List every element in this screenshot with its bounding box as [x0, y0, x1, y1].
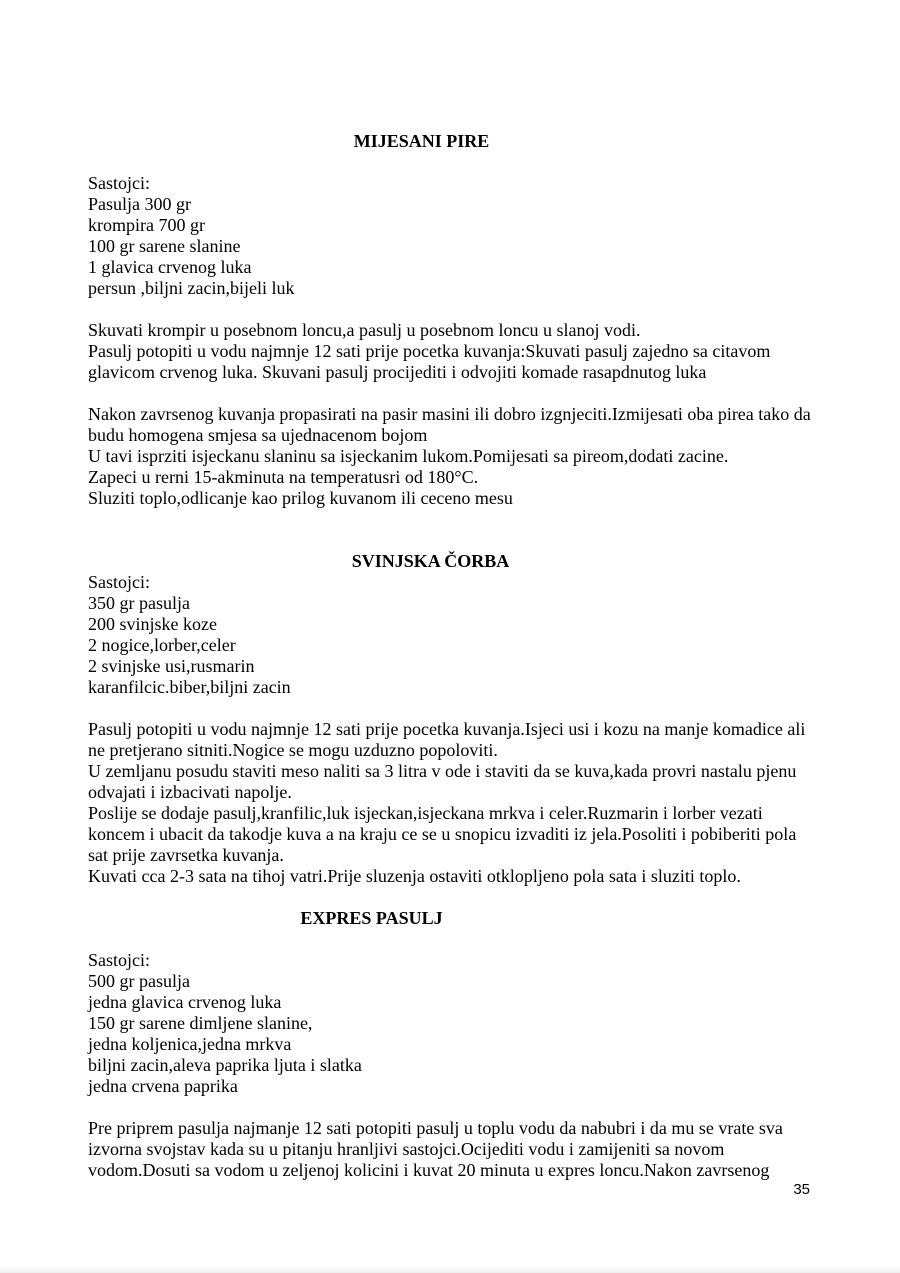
page-bottom-edge [0, 1265, 900, 1273]
ingredient-item: karanfilcic.biber,biljni zacin [88, 677, 291, 697]
ingredient-item: jedna glavica crvenog luka [88, 992, 282, 1012]
blank-line [88, 698, 815, 719]
instruction-paragraph [88, 719, 815, 887]
ingredient-item: persun ,biljni zacin,bijeli luk [88, 278, 295, 298]
section-gap [88, 887, 815, 908]
page-number: 35 [793, 1181, 810, 1198]
instruction-paragraph [88, 404, 815, 509]
ingredient-item: jedna crvena paprika [88, 1076, 238, 1096]
ingredient-item: krompira 700 gr [88, 215, 205, 235]
instruction-line: Zapeci u rerni 15-akminuta na temperatusri od 180°C. [88, 467, 479, 487]
recipe-section-mijesani-pire [88, 131, 815, 509]
blank-line [88, 152, 815, 173]
ingredient-item: 200 svinjske koze [88, 614, 217, 634]
ingredient-item: 1 glavica crvenog luka [88, 257, 252, 277]
ingredients-heading: Sastojci: [88, 173, 150, 193]
instruction-line: Poslije se dodaje pasulj,kranfilic,luk isjeckan,isjeckana mrkva i celer.Ruzmarin i lorber vezati koncem i ubacit da takodje kuva a na kraju ce se u snopicu izvaditi iz jela.Posoliti i pobiberiti pola sat prije zavrsetka kuvanja. [88, 803, 797, 865]
ingredient-item: 350 gr pasulja [88, 593, 190, 613]
ingredient-item: 150 gr sarene dimljene slanine, [88, 1013, 313, 1033]
ingredient-item: 2 nogice,lorber,celer [88, 635, 236, 655]
ingredients-heading: Sastojci: [88, 950, 150, 970]
instruction-line: Sluziti toplo,odlicanje kao prilog kuvanom ili ceceno mesu [88, 488, 513, 508]
blank-line [88, 383, 815, 404]
instruction-paragraph [88, 1118, 815, 1181]
instruction-line: Pre priprem pasulja najmanje 12 sati potopiti pasulj u toplu vodu da nabubri i da mu se vrate sva izvorna svojstav kada su u pitanju hranljivi sastojci.Ocijediti vodu i zamijeniti sa novom vodom.Dosuti sa vodom u zeljenoj kolicini i kuvat 20 minuta u expres loncu.Nakon zavrsenog [88, 1118, 783, 1180]
recipe-title: SVINJSKA ČORBA [351, 551, 510, 571]
blank-line [88, 929, 815, 950]
ingredient-item: 100 gr sarene slanine [88, 236, 241, 256]
blank-line [88, 1097, 815, 1118]
document-content [88, 131, 815, 1181]
instruction-line: U tavi isprziti isjeckanu slaninu sa isjeckanim lukom.Pomijesati sa pireom,dodati zacine. [88, 446, 729, 466]
recipe-title: EXPRES PASULJ [300, 908, 443, 928]
ingredient-item: 2 svinjske usi,rusmarin [88, 656, 255, 676]
blank-line [88, 299, 815, 320]
instruction-line: Kuvati cca 2-3 sata na tihoj vatri.Prije sluzenja ostaviti otklopljeno pola sata i sluziti toplo. [88, 866, 741, 886]
ingredient-item: Pasulja 300 gr [88, 194, 191, 214]
section-gap [88, 509, 815, 551]
recipe-title: MIJESANI PIRE [353, 131, 490, 151]
instruction-line: U zemljanu posudu staviti meso naliti sa 3 litra v ode i staviti da se kuva,kada provri nastalu pjenu odvajati i izbacivati napolje. [88, 761, 797, 802]
instruction-line: Pasulj potopiti u vodu najmnje 12 sati prije pocetka kuvanja.Isjeci usi i kozu na manje komadice ali ne pretjerano sitniti.Nogice se mogu uzduzno popoloviti. [88, 719, 806, 760]
instruction-line: Pasulj potopiti u vodu najmnje 12 sati prije pocetka kuvanja:Skuvati pasulj zajedno sa citavom glavicom crvenog luka. Skuvani pasulj procijediti i odvojiti komade rasapdnutog luka [88, 341, 771, 382]
recipe-section-svinjska-corba [88, 551, 815, 887]
instruction-paragraph [88, 320, 815, 383]
instruction-line: Nakon zavrsenog kuvanja propasirati na pasir masini ili dobro izgnjeciti.Izmijesati oba pirea tako da budu homogena smjesa sa ujednacenom bojom [88, 404, 811, 445]
recipe-section-expres-pasulj [88, 908, 815, 1181]
ingredient-item: 500 gr pasulja [88, 971, 190, 991]
ingredients-heading: Sastojci: [88, 572, 150, 592]
ingredient-item: biljni zacin,aleva paprika ljuta i slatka [88, 1055, 362, 1075]
ingredient-item: jedna koljenica,jedna mrkva [88, 1034, 292, 1054]
instruction-line: Skuvati krompir u posebnom loncu,a pasulj u posebnom loncu u slanoj vodi. [88, 320, 641, 340]
